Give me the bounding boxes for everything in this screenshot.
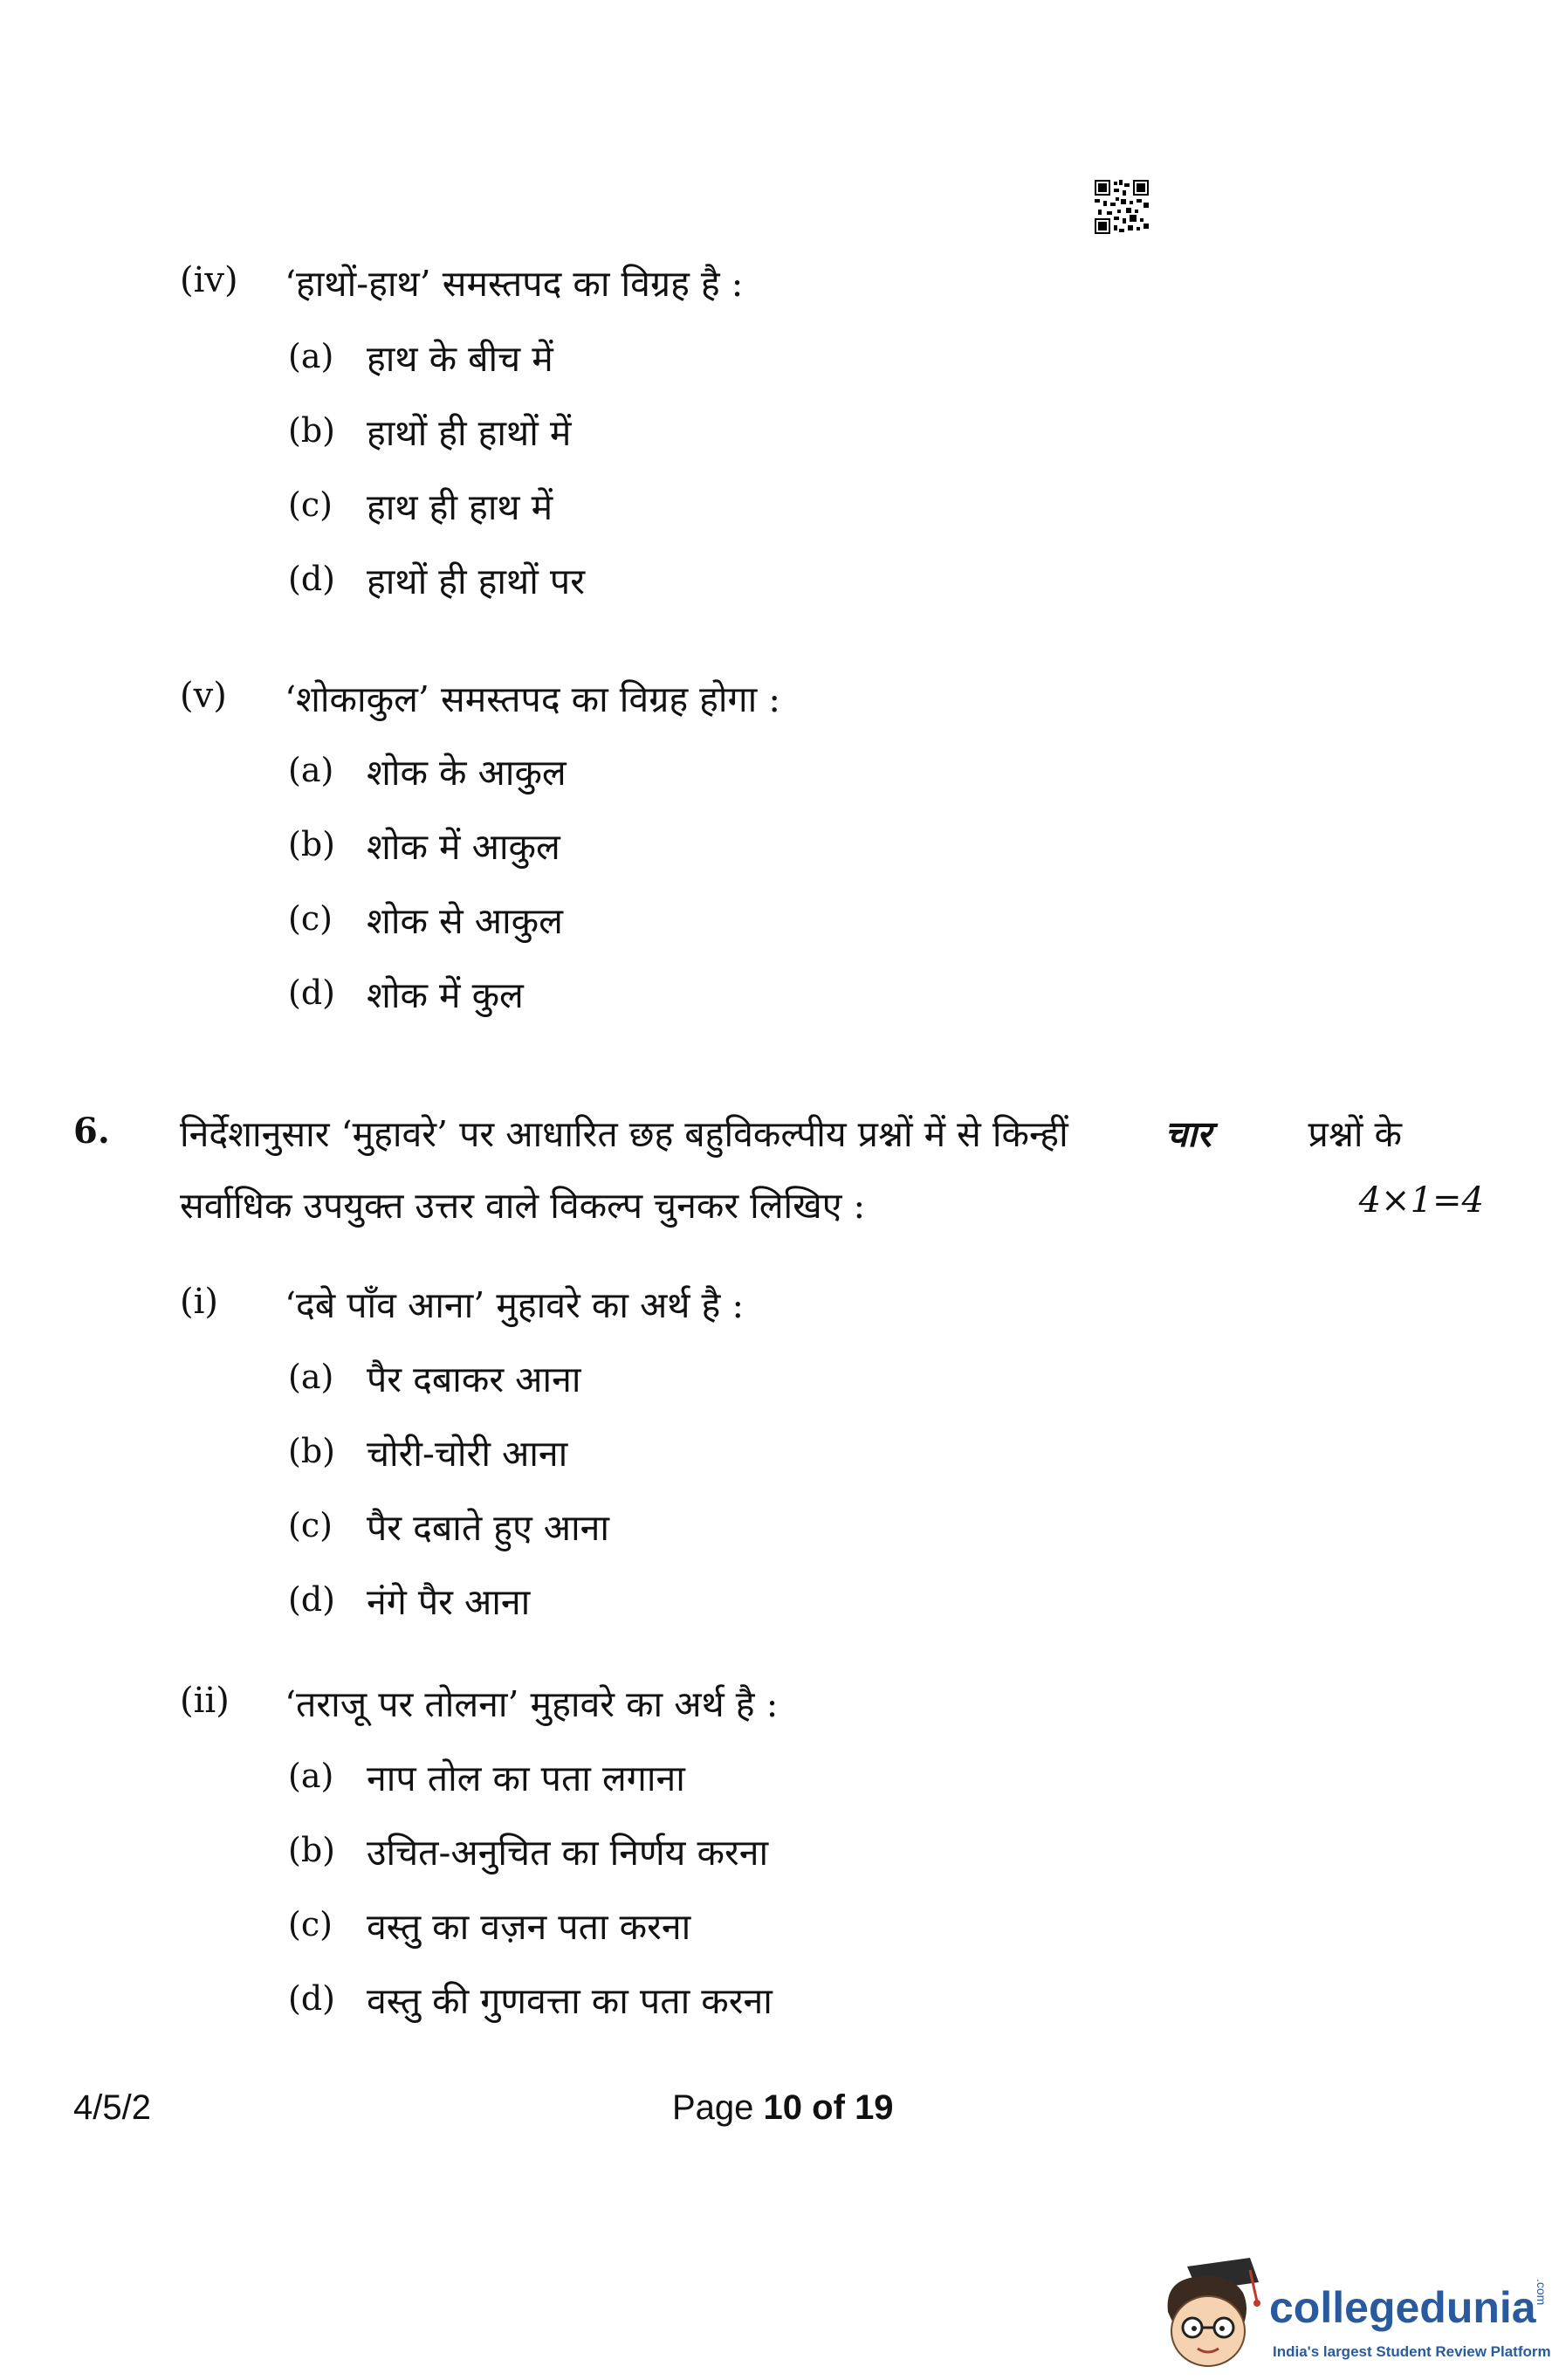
question-number: (i) xyxy=(180,1282,219,1322)
page-number xyxy=(672,2088,894,2128)
question-text: ‘शोकाकुल’ समस्तपद का विग्रह होगा : xyxy=(285,678,781,720)
question-text-part: प्रश्नों के xyxy=(1308,1113,1402,1155)
question-number: (iv) xyxy=(180,260,238,300)
option-text: शोक से आकुल xyxy=(367,900,563,942)
option-text: उचित-अनुचित का निर्णय करना xyxy=(367,1832,769,1874)
question-text: ‘तराजू पर तोलना’ मुहावरे का अर्थ है : xyxy=(285,1683,779,1725)
option-label: (c) xyxy=(288,1506,333,1544)
option-text: वस्तु की गुणवत्ता का पता करना xyxy=(367,1980,773,2022)
marks: 4×1=4 xyxy=(1358,1180,1484,1221)
option-text: नाप तोल का पता लगाना xyxy=(367,1757,685,1799)
option-label: (a) xyxy=(288,1358,334,1396)
option-text: हाथों ही हाथों पर xyxy=(367,561,585,602)
question-text: ‘हाथों-हाथ’ समस्तपद का विग्रह है : xyxy=(285,263,744,305)
option-label: (b) xyxy=(288,825,335,863)
page-of: of xyxy=(812,2088,845,2127)
option-label: (b) xyxy=(288,1831,335,1869)
option-label: (c) xyxy=(288,485,333,524)
question-text: ‘दबे पाँव आना’ मुहावरे का अर्थ है : xyxy=(285,1284,745,1326)
question-text-part: निर्देशानुसार ‘मुहावरे’ पर आधारित छह बहुविकल्पीय प्रश्नों में से किन्हीं xyxy=(180,1113,1068,1155)
option-label: (d) xyxy=(288,1580,335,1619)
option-text: शोक के आकुल xyxy=(367,752,567,794)
question-number: (v) xyxy=(180,676,227,716)
option-label: (d) xyxy=(288,973,335,1012)
option-text: चोरी-चोरी आना xyxy=(367,1433,568,1475)
brand-name: collegedunia xyxy=(1269,2283,1536,2332)
option-label: (a) xyxy=(288,337,334,375)
option-text: शोक में कुल xyxy=(367,974,524,1016)
page-total: 19 xyxy=(855,2088,894,2127)
question-text-line xyxy=(180,1109,1402,1158)
option-text: पैर दबाकर आना xyxy=(367,1359,581,1400)
option-text: हाथ के बीच में xyxy=(367,338,553,380)
paper-code: 4/5/2 xyxy=(73,2088,151,2127)
option-label: (b) xyxy=(288,1432,335,1470)
question-text-line: सर्वाधिक उपयुक्त उत्तर वाले विकल्प चुनकर लिखिए : xyxy=(180,1185,866,1227)
option-label: (c) xyxy=(288,899,333,938)
page-current: 10 xyxy=(763,2088,803,2127)
brand-tagline: India's largest Student Review Platform xyxy=(1273,2343,1551,2360)
mascot-logo-icon xyxy=(1152,2251,1271,2373)
option-label: (a) xyxy=(288,751,334,789)
qr-code-icon xyxy=(1095,180,1149,234)
option-label: (d) xyxy=(288,1979,335,2018)
option-text: वस्तु का वज़न पता करना xyxy=(367,1906,691,1948)
option-text: शोक में आकुल xyxy=(367,826,560,868)
brand-domain: .com xyxy=(1535,2279,1549,2306)
option-label: (d) xyxy=(288,560,335,598)
question-number: 6. xyxy=(73,1111,110,1152)
option-text: पैर दबाते हुए आना xyxy=(367,1507,610,1549)
option-text: हाथ ही हाथ में xyxy=(367,486,553,528)
option-text: हाथों ही हाथों में xyxy=(367,412,572,454)
option-label: (b) xyxy=(288,411,335,450)
question-number: (ii) xyxy=(180,1681,230,1721)
option-label: (a) xyxy=(288,1757,334,1795)
page-prefix: Page xyxy=(672,2088,754,2127)
option-text: नंगे पैर आना xyxy=(367,1581,531,1623)
emphasis-text: चार xyxy=(1164,1113,1212,1155)
option-label: (c) xyxy=(288,1905,333,1943)
